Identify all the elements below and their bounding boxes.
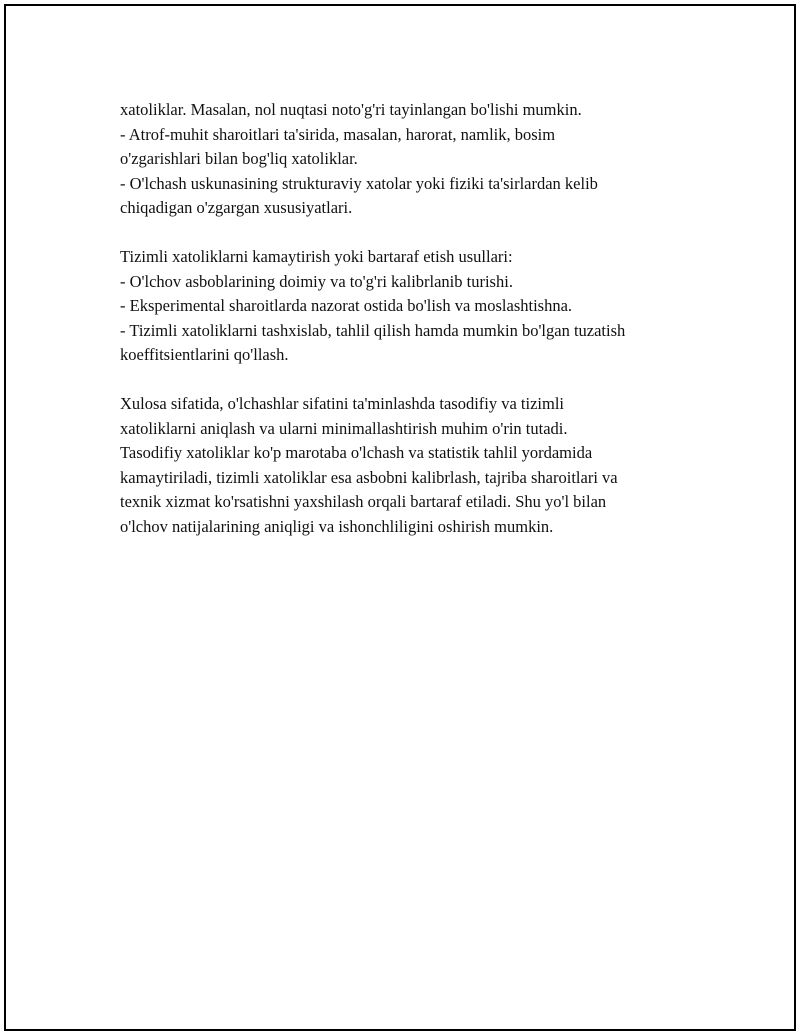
text-line: o'zgarishlari bilan bog'liq xatoliklar. [120,149,358,168]
text-line: - Tizimli xatoliklarni tashxislab, tahlil qilish hamda mumkin bo'lgan tuzatish [120,320,626,340]
paragraph-conclusion [120,392,710,539]
text-line: o'lchov natijalarining aniqligi va ishonchliligini oshirish mumkin. [120,516,554,536]
text-line: texnik xizmat ko'rsatishni yaxshilash orqali bartaraf etiladi. Shu yo'l bilan [120,492,607,511]
text-line: - O'lchov asboblarining doimiy va to'g'ri kalibrlanib turishi. [120,271,513,291]
text-line: koeffitsientlarini qo'llash. [120,345,289,364]
paragraph-reduction-methods [120,245,710,368]
text-line: Tizimli xatoliklarni kamaytirish yoki bartaraf etish usullari: [120,247,513,266]
text-line: Tasodifiy xatoliklar ko'p marotaba o'lchash va statistik tahlil yordamida [120,443,593,462]
text-line: xatoliklar. Masalan, nol nuqtasi noto'g'ri tayinlangan bo'lishi mumkin. [120,100,582,119]
text-line: kamaytiriladi, tizimli xatoliklar esa asbobni kalibrlash, tajriba sharoitlari va [120,467,618,487]
text-line: xatoliklarni aniqlash va ularni minimallashtirish muhim o'rin tutadi. [120,418,568,438]
document-body [120,98,710,539]
text-line: Xulosa sifatida, o'lchashlar sifatini ta'minlashda tasodifiy va tizimli [120,394,565,413]
text-line: - O'lchash uskunasining strukturaviy xatolar yoki fiziki ta'sirlardan kelib [120,173,598,193]
paragraph-gap [120,368,710,393]
text-line: chiqadigan o'zgargan xususiyatlari. [120,198,353,217]
paragraph-gap [120,221,710,246]
text-line: - Atrof-muhit sharoitlari ta'sirida, masalan, harorat, namlik, bosim [120,124,556,144]
text-line: - Eksperimental sharoitlarda nazorat ostida bo'lish va moslashtishna. [120,296,573,315]
document-page [4,4,796,1031]
paragraph-systematic-error-sources [120,98,710,221]
